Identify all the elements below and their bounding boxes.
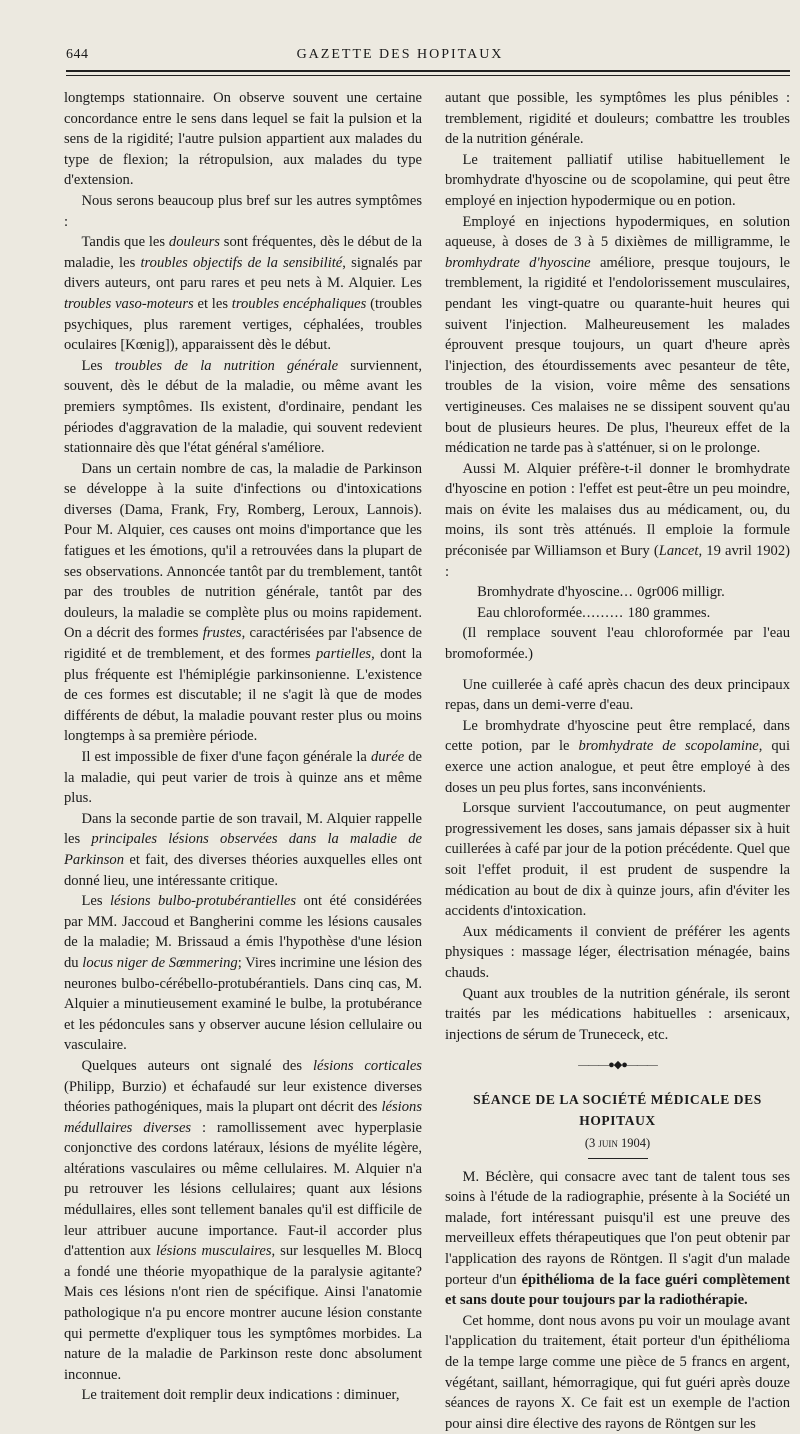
- spacer: [445, 665, 790, 675]
- paragraph: longtemps stationnaire. On observe souvent une certaine concordance entre le sens dans lequel se fait la pulsion et la sens de la rigidité; l'autre pulsion appartient aux malades du type de flexion; la rétropulsion, aux malades du type d'extension.: [64, 90, 422, 189]
- formula-line: Bromhydrate d'hyoscine... 0gr006 milligr.: [477, 584, 725, 601]
- paragraph: Employé en injections hypodermiques, en solution aqueuse, à doses de 3 à 5 dixièmes de milligramme, le bromhydrate d'hyoscine améliore, presque toujours, le tremblement, la rigidité et l'endolorissement musculaires, pendant les vingt-quatre ou quarante-huit heures qui suivent l'injection. Malheureusement les malades éprouvent presque toujours, un quart d'heure après l'injection, des étourdissements avec pesanteur de tête, troubles de la vision, voire même des sensations vertigineuses. Ces malaises ne se dissipent souvent qu'au bout de plusieurs heures. De plus, l'heureux effet de la médication ne tarde pas à s'atténuer, si on le prolonge.: [445, 213, 790, 457]
- paragraph: Le traitement palliatif utilise habituellement le bromhydrate d'hyoscine ou de scopolamine, qui peut être employé en injection hypodermique ou en potion.: [445, 151, 790, 209]
- paragraph: Il est impossible de fixer d'une façon générale la durée de la maladie, qui peut varier de trois à quinze ans et même plus.: [64, 749, 422, 807]
- paragraph: Nous serons beaucoup plus bref sur les autres symptômes :: [64, 192, 422, 230]
- paragraph: Dans un certain nombre de cas, la maladie de Parkinson se développe à la suite d'infections ou d'intoxications diverses (Dama, Frank, Fry, Romberg, Leroux, Lannois). Pour M. Alquier, ces causes ont moins d'importance que les fatigues et les émotions, qu'il a retrouvées dans la plupart de ses observations. Annoncée tantôt par du tremblement, tantôt par des troubles de nutrition générale, tantôt par des douleurs, la maladie se complète plus ou moins rapidement. On a décrit des formes frustes, caractérisées par l'absence de rigidité et de tremblement, et des formes partielles, dont la plus fréquente est l'hémiplégie parkinsonienne. L'existence de ces formes est discutable; il ne s'agit là que de modes différents de début, la maladie pouvant rester plus ou moins longtemps à sa première période.: [64, 460, 422, 745]
- paragraph: Quelques auteurs ont signalé des lésions corticales (Philipp, Burzio) et échafaudé sur leur existence diverses théories pathogéniques, mais la plupart ont décrit des lésions médullaires diverses : ramollissement avec hyperplasie conjonctive des cordons latéraux, lésions de myélite légère, altérations vasculaires ou même cellulaires. M. Alquier n'a pu retrouver les lésions cellulaires; quant aux lésions médullaires, elles sont tellement banales qu'il est difficile de leur attribuer aucune importance. Faut-il accorder plus d'attention aux lésions musculaires, sur lesquelles M. Blocq a fondé une théorie myopathique de la paralysie agitante? Mais ces lésions n'ont rien de spécifique. Ainsi l'anatomie pathologique n'a pu encore montrer aucune lésion constante qui permette d'expliquer tous les symptômes morbides. La nature de la maladie de Parkinson reste donc absolument inconnue.: [64, 1057, 422, 1383]
- section-heading: SÉANCE DE LA SOCIÉTÉ MÉDICALE DES HOPITAUX: [473, 1091, 762, 1128]
- left-column: [64, 88, 422, 1406]
- paragraph: Aux médicaments il convient de préférer les agents physiques : massage léger, électrisation ménagée, bains chauds.: [445, 923, 790, 981]
- section-date: (3 juin 1904): [584, 1136, 651, 1151]
- paragraph: Le traitement doit remplir deux indications : diminuer,: [81, 1387, 400, 1404]
- header-rule-thin: [66, 75, 790, 76]
- header-rule-thick: [66, 70, 790, 72]
- paragraph: Tandis que les douleurs sont fréquentes, dès le début de la maladie, les troubles objectifs de la sensibilité, signalés par divers auteurs, ont paru rares et peu nets à M. Alquier. Les troubles vaso-moteurs et les troubles encéphaliques (troubles psychiques, plus rarement vertiges, céphalées, troubles oculaires [Kœnig]), apparaissent dès le début.: [64, 234, 422, 354]
- paragraph: Dans la seconde partie de son travail, M. Alquier rappelle les principales lésions observées dans la maladie de Parkinson et fait, des diverses théories auxquelles elles ont donné lieu, une intéressante critique.: [64, 810, 422, 889]
- page-number: 644: [66, 47, 89, 62]
- paragraph: Cet homme, dont nous avons pu voir un moulage avant l'application du traitement, était porteur d'un épithélioma de la tempe large comme une pièce de 5 francs en argent, végétant, saillant, hémorragique, qui fut guéri après douze séances de rayons X. Ce fait est un exemple de l'action pour ainsi dire élective des rayons de Röntgen sur les: [445, 1312, 790, 1432]
- section-ornament: ———●◆●———: [578, 1059, 657, 1072]
- paragraph: Lorsque survient l'accoutumance, on peut augmenter progressivement les doses, sans jamais dépasser six à huit cuillerées à café par jour de la potion précédente. Quel que soit l'effet produit, il est prudent de suspendre la médication au bout de dix à quinze jours, afin d'éviter les accidents d'intoxication.: [445, 800, 790, 920]
- paragraph: Aussi M. Alquier préfère-t-il donner le bromhydrate d'hyoscine en potion : l'effet est peut-être un peu moindre, mais on évite les malaises dus au médicament, ou, du moins, ils sont très atténués. Il emploie la formule préconisée par Williamson et Bury (Lancet, 19 avril 1902) :: [445, 460, 790, 580]
- paragraph: Le bromhydrate d'hyoscine peut être remplacé, dans cette potion, par le bromhydrate de scopolamine, qui exerce une action analogue, et peut être employé à des doses un peu plus fortes, sans inconvénients.: [445, 717, 790, 796]
- paragraph: Quant aux troubles de la nutrition générale, ils seront traités par les médications habituelles : arsenicaux, injections de sérum de Trunececk, etc.: [445, 985, 790, 1043]
- formula-line: Eau chloroformée......... 180 grammes.: [477, 604, 711, 621]
- section-rule: [588, 1158, 648, 1159]
- paragraph: (Il remplace souvent l'eau chloroformée par l'eau bromoformée.): [445, 625, 790, 663]
- paragraph: M. Béclère, qui consacre avec tant de talent tous ses soins à l'étude de la radiographie, présente à la Société un malade, fort intéressant puisqu'il est une preuve des merveilleux effets thérapeutiques que l'on peut obtenir par l'application des rayons de Röntgen. Il s'agit d'un malade porteur d'un épithélioma de la face guéri complètement et sans doute pour toujours par la radiothérapie.: [445, 1168, 790, 1309]
- right-column: [445, 88, 790, 1434]
- paragraph: Une cuillerée à café après chacun des deux principaux repas, dans un demi-verre d'eau.: [445, 676, 790, 714]
- paragraph: Les lésions bulbo-protubérantielles ont été considérées par MM. Jaccoud et Bangherini comme les lésions causales de la maladie; M. Brissaud a émis l'hypothèse d'une lésion du locus niger de Sœmmering; Vires incrimine une lésion des neurones bulbo-cérébello-protubérantiels. Dans cinq cas, M. Alquier a minutieusement examiné le bulbe, la protubérance et les pédoncules sans y observer aucune lésion cellulaire ou vasculaire.: [64, 893, 422, 1054]
- paragraph: Les troubles de la nutrition générale surviennent, souvent, dès le début de la maladie, ou même avant les premiers symptômes. Ils existent, d'ordinaire, pendant les périodes d'aggravation de la maladie, qui souvent redevient stationnaire dès que l'état général s'améliore.: [64, 357, 422, 457]
- paragraph: autant que possible, les symptômes les plus pénibles : tremblement, rigidité et douleurs; combattre les troubles de la nutrition générale.: [445, 90, 790, 148]
- running-title: GAZETTE DES HOPITAUX: [296, 47, 504, 62]
